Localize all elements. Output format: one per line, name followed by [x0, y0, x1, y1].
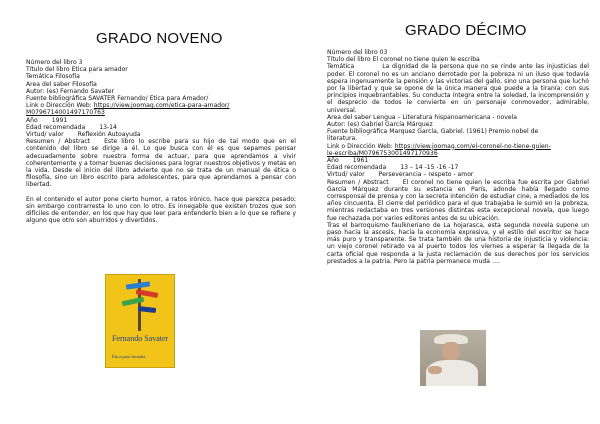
- web-link-code: [327, 150, 589, 157]
- book-number: Número del libro 3: [26, 59, 83, 66]
- virtue-value: Reflexión Autoayuda: [77, 131, 141, 139]
- theme-text: La dignidad de la persona que no se rinde ante las injusticias del poder. El coronel no es un anciano derrotado por la pobreza ni un iluso que todavía espera ingenuamente la pensión y las victorias del gallo, sino una persona que luchó por la libertad y que se opone de la única manera que puede a la tiranía: con sus principios inquebrantables. Su conducta íntegra entre la soledad, la incomprensión y el desprecio de todos le convierte en un personaje conmovedor, admirable, universal.: [327, 63, 589, 114]
- summary-label: Resumen / Abstract: [26, 138, 91, 146]
- book-theme: Temática Filosofía: [26, 73, 80, 81]
- year-value: 1961: [352, 157, 369, 165]
- knowledge-area: Área del saber Filosofía: [26, 80, 97, 88]
- summary-paragraph: [26, 138, 296, 188]
- web-link: [327, 143, 589, 150]
- web-link-label: Link o Dirección Web:: [26, 102, 94, 110]
- book-cover-image: [105, 274, 175, 368]
- virtue-row: [26, 131, 296, 138]
- age-label: Edad recomendada: [327, 164, 387, 172]
- web-link: [26, 102, 296, 109]
- bibliographic-source-cont: literatura.: [327, 135, 358, 143]
- summary-paragraph-2: En el contenido el autor pone cierto humor, a ratos irónico, hace que parezca pesado; sin embargo contrarresta lo uno con lo otro. Es innegable que existen trozos que son difíciles de entender, en los que hay que leer para entenderlo bien a lo que se refiere y alguno que otro son aburridos y divertidos.: [26, 195, 296, 225]
- book-theme: [327, 63, 589, 113]
- summary-label: Resumen / Abstract: [327, 178, 389, 186]
- right-record: [327, 49, 589, 265]
- summary-text: El coronel no tiene quien le escriba fue escrita por Gabriel García Márquez durante su estancia en París, adonde había llegado como corresponsal de prensa y con la secreta intención de estudiar cine, a mediados de los años cincuenta. El cierre del periódico para el que trabajaba le sumió en la pobreza, mientras redactaba en tres versiones distintas esta excepcional novela, que luego fue rechazada por varios editores antes de su ubicación.: [327, 178, 589, 222]
- bibliographic-source: Fuente bibliográfica SAVATER Fernando/ Ética para Amador/: [26, 95, 209, 103]
- web-link-code-url[interactable]: le-escriba/M0796753001497170936: [327, 149, 438, 157]
- book-author: Autor: (es) Fernando Savater: [26, 87, 115, 95]
- colonel-photo: [420, 330, 486, 386]
- book-author: Autor: (es) Gabriel García Márquez: [327, 121, 433, 129]
- year-label: Año: [327, 157, 339, 165]
- cover-title: Ética para Amador: [112, 354, 146, 359]
- year-label: Año: [26, 116, 38, 124]
- web-link-url[interactable]: https://view.joomag.com/etica-para-amador/: [93, 102, 230, 110]
- age-value: 13-14: [99, 123, 117, 131]
- virtue-label: Virtud/ valor: [26, 131, 64, 139]
- theme-label: Temática: [327, 63, 355, 71]
- virtue-value: Perseverancia – respeto - amor: [378, 171, 474, 179]
- web-link-code-url[interactable]: M0796714001497170763: [26, 109, 105, 117]
- web-link-code: [26, 109, 296, 116]
- year-row: [26, 117, 296, 124]
- bibliographic-source: Fuente bibliográfica Marquez García, Gabriel. (1961) Premio nobel de: [327, 128, 539, 136]
- summary-paragraph-2: Tras el barroquismo faulkneriano de La hojarasca, esta segunda novela supone un paso hacia la ascesis, hacia la economía expresiva, y el estilo del escritor se hace más puro y transparente. Se trata también de una historia de injusticia y violencia: un viejo coronel retirado va al puerto todos los viernes a esperar la llegada de la carta oficial que responda a la justa reclamación de sus derechos por los servicios prestados a la patria. Pero la patria permanece muda ….: [327, 221, 589, 265]
- cover-author: Fernando Savater: [112, 334, 169, 343]
- summary-paragraph: [327, 179, 589, 222]
- left-heading: GRADO NOVENO: [96, 30, 223, 47]
- age-row: [327, 164, 589, 171]
- age-row: [26, 124, 296, 131]
- virtue-row: [327, 171, 589, 178]
- book-title: Título del libro Ética para amador: [26, 66, 128, 74]
- summary-text: Este libro lo escribe para su hijo de tal modo que en el contenido del libro se dirige a él. Lo que busca con él es que sepamos pensar adecuadamente sobre nuestra forma de actuar, para que aprendamos a vivir coherentemente y a tomar buenas decisiones para lograr nuestros objetivos y metas en la vida. Desde el inicio del libro advierte que no se trata de un manual de ética o filosofía, sino un libro escrito para adolescentes, para que aprendamos a pensar con libertad.: [26, 138, 296, 189]
- age-label: Edad recomendada: [26, 123, 86, 131]
- web-link-url[interactable]: https://view.joomag.com/el-coronel-no-tiene-quien-: [394, 142, 551, 150]
- knowledge-area: Área del saber Lengua – Literatura hispanoamericana - novela: [327, 113, 518, 121]
- age-value: 13 – 14 -15 -16 -17: [400, 164, 459, 172]
- book-title: Título del libro El coronel no tiene quien le escriba: [327, 56, 480, 64]
- year-row: [327, 157, 589, 164]
- book-number: Número del libro 03: [327, 49, 388, 56]
- left-record: [26, 59, 296, 225]
- right-heading: GRADO DÉCIMO: [405, 22, 527, 39]
- year-value: 1991: [51, 116, 68, 124]
- web-link-label: Link o Dirección Web:: [327, 142, 395, 150]
- virtue-label: Virtud/ valor: [327, 171, 365, 179]
